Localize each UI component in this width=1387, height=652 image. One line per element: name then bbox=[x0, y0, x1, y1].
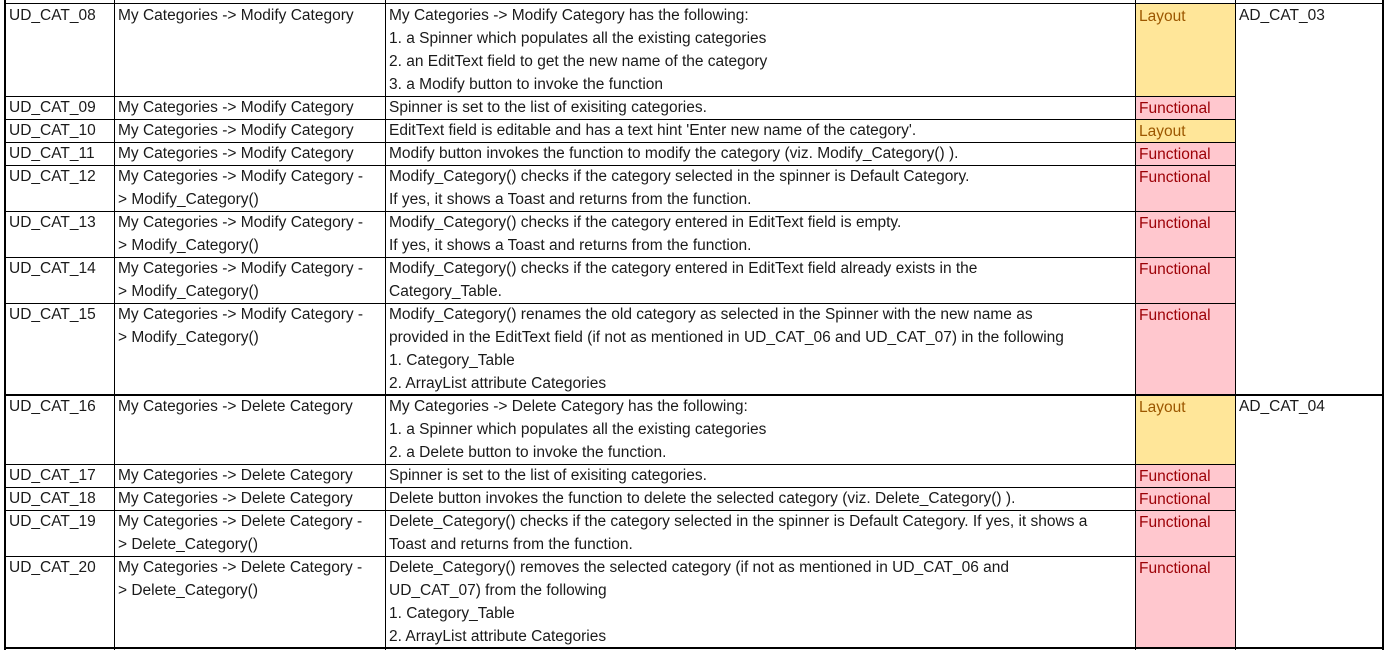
row-divider-line bbox=[5, 96, 1236, 97]
id-cell[interactable] bbox=[5, 211, 114, 257]
screen-text: > Modify_Category() bbox=[118, 237, 259, 254]
description-cell[interactable] bbox=[385, 303, 1135, 395]
type-badge-text: Functional bbox=[1139, 514, 1211, 531]
screen-cell[interactable] bbox=[114, 510, 385, 556]
description-text: Modify_Category() checks if the category entered in EditText field is empty. bbox=[389, 214, 902, 231]
grid-vertical-line bbox=[385, 0, 386, 650]
grid-vertical-line bbox=[4, 0, 6, 650]
description-text: Delete_Category() removes the selected category (if not as mentioned in UD_CAT_06 and bbox=[389, 559, 1010, 576]
description-cell[interactable] bbox=[385, 556, 1135, 648]
row-divider-line bbox=[5, 510, 1236, 511]
test-id-text: UD_CAT_12 bbox=[9, 168, 96, 185]
description-text: If yes, it shows a Toast and returns from the function. bbox=[389, 237, 752, 254]
screen-text: My Categories -> Modify Category bbox=[118, 7, 354, 24]
description-text: 2. ArrayList attribute Categories bbox=[389, 375, 607, 392]
screen-text: My Categories -> Delete Category - bbox=[118, 513, 363, 530]
screen-cell[interactable] bbox=[114, 211, 385, 257]
type-badge-text: Functional bbox=[1139, 261, 1211, 278]
row-divider-line bbox=[5, 303, 1236, 304]
id-cell[interactable] bbox=[5, 142, 114, 165]
id-cell[interactable] bbox=[5, 303, 114, 395]
reference-text: AD_CAT_03 bbox=[1239, 7, 1325, 24]
test-id-text: UD_CAT_09 bbox=[9, 99, 96, 116]
id-cell[interactable] bbox=[5, 487, 114, 510]
type-badge-text: Layout bbox=[1139, 123, 1186, 140]
description-cell[interactable] bbox=[385, 510, 1135, 556]
row-divider-line bbox=[5, 119, 1236, 120]
screen-cell[interactable] bbox=[114, 303, 385, 395]
id-cell[interactable] bbox=[5, 464, 114, 487]
test-id-text: UD_CAT_13 bbox=[9, 214, 96, 231]
description-text: Spinner is set to the list of exisiting categories. bbox=[389, 99, 707, 116]
id-cell[interactable] bbox=[5, 119, 114, 142]
description-text: 2. a Delete button to invoke the function. bbox=[389, 444, 667, 461]
description-text: 1. a Spinner which populates all the existing categories bbox=[389, 30, 767, 47]
description-cell[interactable] bbox=[385, 211, 1135, 257]
row-divider-line bbox=[5, 142, 1236, 143]
description-cell[interactable] bbox=[385, 96, 1135, 119]
test-id-text: UD_CAT_11 bbox=[9, 145, 95, 162]
description-text: Modify_Category() checks if the category selected in the spinner is Default Category. bbox=[389, 168, 970, 185]
test-id-text: UD_CAT_10 bbox=[9, 122, 96, 139]
description-text: 3. a Modify button to invoke the function bbox=[389, 76, 664, 93]
description-cell[interactable] bbox=[385, 142, 1135, 165]
test-id-text: UD_CAT_16 bbox=[9, 398, 96, 415]
type-badge-text: Functional bbox=[1139, 100, 1211, 117]
id-cell[interactable] bbox=[5, 510, 114, 556]
description-text: 1. Category_Table bbox=[389, 605, 515, 622]
description-cell[interactable] bbox=[385, 395, 1135, 464]
description-text: Modify button invokes the function to modify the category (viz. Modify_Category() ). bbox=[389, 145, 959, 162]
screen-cell[interactable] bbox=[114, 257, 385, 303]
row-divider-line bbox=[5, 257, 1236, 258]
type-badge-text: Functional bbox=[1139, 215, 1211, 232]
screen-cell[interactable] bbox=[114, 142, 385, 165]
type-cell[interactable] bbox=[1135, 303, 1235, 395]
type-cell[interactable] bbox=[1135, 395, 1235, 464]
test-id-text: UD_CAT_14 bbox=[9, 260, 96, 277]
screen-text: > Modify_Category() bbox=[118, 283, 259, 300]
description-text: Toast and returns from the function. bbox=[389, 536, 633, 553]
description-cell[interactable] bbox=[385, 257, 1135, 303]
test-id-text: UD_CAT_15 bbox=[9, 306, 96, 323]
test-id-text: UD_CAT_18 bbox=[9, 490, 96, 507]
type-cell[interactable] bbox=[1135, 96, 1235, 119]
type-badge-text: Functional bbox=[1139, 146, 1211, 163]
description-text: Modify_Category() renames the old category as selected in the Spinner with the new name as bbox=[389, 306, 1033, 323]
screen-cell[interactable] bbox=[114, 119, 385, 142]
screen-cell[interactable] bbox=[114, 464, 385, 487]
screen-text: My Categories -> Modify Category bbox=[118, 99, 354, 116]
type-cell[interactable] bbox=[1135, 142, 1235, 165]
screen-text: My Categories -> Modify Category bbox=[118, 122, 354, 139]
screen-cell[interactable] bbox=[114, 165, 385, 211]
screen-text: > Delete_Category() bbox=[118, 536, 258, 553]
type-cell[interactable] bbox=[1135, 211, 1235, 257]
id-cell[interactable] bbox=[5, 556, 114, 648]
type-badge-text: Functional bbox=[1139, 491, 1211, 508]
screen-text: My Categories -> Delete Category bbox=[118, 398, 353, 415]
description-text: 1. Category_Table bbox=[389, 352, 515, 369]
screen-text: > Delete_Category() bbox=[118, 582, 258, 599]
screen-cell[interactable] bbox=[114, 96, 385, 119]
screen-text: My Categories -> Modify Category - bbox=[118, 168, 364, 185]
type-cell[interactable] bbox=[1135, 4, 1235, 96]
type-cell[interactable] bbox=[1135, 510, 1235, 556]
test-id-text: UD_CAT_20 bbox=[9, 559, 96, 576]
row-divider-line bbox=[5, 165, 1236, 166]
description-cell[interactable] bbox=[385, 464, 1135, 487]
type-badge-text: Layout bbox=[1139, 399, 1186, 416]
grid-vertical-line bbox=[1135, 0, 1136, 650]
screen-text: > Modify_Category() bbox=[118, 329, 259, 346]
id-cell[interactable] bbox=[5, 395, 114, 464]
description-cell[interactable] bbox=[385, 119, 1135, 142]
reference-cell[interactable] bbox=[1235, 395, 1382, 648]
grid-top-line bbox=[5, 3, 1383, 4]
screen-cell[interactable] bbox=[114, 487, 385, 510]
type-cell[interactable] bbox=[1135, 119, 1235, 142]
screen-cell[interactable] bbox=[114, 556, 385, 648]
description-text: UD_CAT_07) from the following bbox=[389, 582, 607, 599]
type-badge-text: Functional bbox=[1139, 169, 1211, 186]
type-badge-text: Functional bbox=[1139, 560, 1211, 577]
id-cell[interactable] bbox=[5, 257, 114, 303]
type-badge-text: Functional bbox=[1139, 468, 1211, 485]
description-text: 1. a Spinner which populates all the existing categories bbox=[389, 421, 767, 438]
description-text: provided in the EditText field (if not as mentioned in UD_CAT_06 and UD_CAT_07) in the following bbox=[389, 329, 1064, 346]
test-id-text: UD_CAT_08 bbox=[9, 7, 96, 24]
type-badge-text: Layout bbox=[1139, 8, 1186, 25]
description-text: Delete button invokes the function to delete the selected category (viz. Delete_Category() ). bbox=[389, 490, 1016, 507]
screen-text: My Categories -> Modify Category - bbox=[118, 214, 364, 231]
description-text: Category_Table. bbox=[389, 283, 502, 300]
description-cell[interactable] bbox=[385, 487, 1135, 510]
screen-text: My Categories -> Delete Category - bbox=[118, 559, 363, 576]
reference-cell[interactable] bbox=[1235, 4, 1382, 395]
id-cell[interactable] bbox=[5, 96, 114, 119]
description-text: Spinner is set to the list of exisiting categories. bbox=[389, 467, 707, 484]
grid-vertical-line bbox=[1235, 0, 1236, 650]
description-text: My Categories -> Modify Category has the following: bbox=[389, 7, 749, 24]
screen-cell[interactable] bbox=[114, 395, 385, 464]
screen-text: My Categories -> Modify Category - bbox=[118, 260, 364, 277]
group-divider-line bbox=[5, 394, 1383, 396]
type-badge-text: Functional bbox=[1139, 307, 1211, 324]
description-text: EditText field is editable and has a text hint 'Enter new name of the category'. bbox=[389, 122, 917, 139]
reference-text: AD_CAT_04 bbox=[1239, 398, 1325, 415]
screen-text: My Categories -> Modify Category bbox=[118, 145, 354, 162]
description-text: 2. ArrayList attribute Categories bbox=[389, 628, 607, 645]
test-id-text: UD_CAT_19 bbox=[9, 513, 96, 530]
screen-text: > Modify_Category() bbox=[118, 191, 259, 208]
type-cell[interactable] bbox=[1135, 556, 1235, 648]
screen-text: My Categories -> Modify Category - bbox=[118, 306, 364, 323]
id-cell[interactable] bbox=[5, 165, 114, 211]
screen-cell[interactable] bbox=[114, 4, 385, 96]
test-id-text: UD_CAT_17 bbox=[9, 467, 96, 484]
description-cell[interactable] bbox=[385, 4, 1135, 96]
id-cell[interactable] bbox=[5, 4, 114, 96]
group-divider-line bbox=[5, 647, 1383, 649]
type-cell[interactable] bbox=[1135, 487, 1235, 510]
type-cell[interactable] bbox=[1135, 257, 1235, 303]
description-text: Modify_Category() checks if the category entered in EditText field already exists in the bbox=[389, 260, 978, 277]
row-divider-line bbox=[5, 556, 1236, 557]
description-text: If yes, it shows a Toast and returns from the function. bbox=[389, 191, 752, 208]
row-divider-line bbox=[5, 211, 1236, 212]
type-cell[interactable] bbox=[1135, 165, 1235, 211]
description-text: Delete_Category() checks if the category selected in the spinner is Default Category. If yes, it shows a bbox=[389, 513, 1088, 530]
description-cell[interactable] bbox=[385, 165, 1135, 211]
type-cell[interactable] bbox=[1135, 464, 1235, 487]
grid-vertical-line bbox=[114, 0, 115, 650]
screen-text: My Categories -> Delete Category bbox=[118, 490, 353, 507]
description-text: My Categories -> Delete Category has the following: bbox=[389, 398, 748, 415]
row-divider-line bbox=[5, 464, 1236, 465]
row-divider-line bbox=[5, 487, 1236, 488]
grid-vertical-line bbox=[1382, 0, 1384, 650]
screen-text: My Categories -> Delete Category bbox=[118, 467, 353, 484]
description-text: 2. an EditText field to get the new name of the category bbox=[389, 53, 768, 70]
